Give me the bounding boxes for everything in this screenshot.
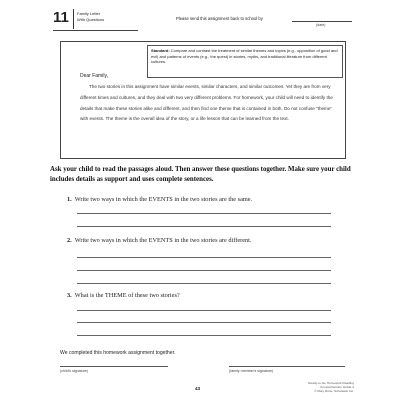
header-label-line2: With Questions	[77, 17, 105, 22]
answer-line[interactable]	[77, 335, 331, 336]
send-back-text: Please send this assignment back to school by	[176, 16, 263, 21]
standard-text: Compare and contrast the treatment of similar themes and topics (e.g., opposition of good and evil) and patterns of events (e.g., the quest) in stories, myths, and traditional literature from different cultures.	[151, 48, 338, 65]
answer-line[interactable]	[77, 226, 331, 227]
standard-box	[147, 45, 343, 78]
question-text: Write two ways in which the EVENTS in the two stories are different.	[74, 237, 252, 244]
page-number: 43	[195, 386, 201, 391]
question-1	[67, 196, 252, 203]
child-signature-line[interactable]	[60, 366, 168, 367]
question-text: Write two ways in which the EVENTS in the two stories are the same.	[74, 196, 253, 203]
header-divider	[73, 9, 74, 29]
standard-label: Standard:	[151, 48, 170, 53]
date-label: (date)	[316, 23, 326, 27]
question-2	[67, 237, 252, 244]
question-number: 3.	[67, 292, 72, 299]
question-3	[67, 292, 180, 299]
completed-text: We completed this homework assignment together.	[60, 350, 176, 356]
header-label-line1: Family Letter	[77, 11, 101, 16]
answer-line[interactable]	[77, 270, 331, 271]
publisher-line2: © Mary Rose, Scholastic Inc.	[314, 389, 354, 393]
publisher-credit	[294, 381, 354, 393]
page-number-badge: 11	[53, 9, 69, 26]
family-signature-line[interactable]	[229, 366, 345, 367]
child-signature-label: (child's signature)	[60, 369, 89, 373]
family-signature-label: (family member's signature)	[229, 369, 274, 373]
letter-greeting: Dear Family,	[80, 73, 108, 79]
answer-line[interactable]	[77, 213, 331, 214]
answer-line[interactable]	[77, 283, 331, 284]
publisher-line1: Ready-to-Go Homework Reading Comprehension Grade 4	[308, 381, 354, 389]
instructions: Ask your child to read the passages aloud. Then answer these questions together. Make sure your child includes details as support and uses complete sentences.	[50, 166, 351, 183]
question-number: 1.	[67, 196, 72, 203]
date-line[interactable]	[292, 21, 352, 22]
answer-line[interactable]	[77, 310, 331, 311]
answer-line[interactable]	[77, 322, 331, 323]
letter-body: The two stories in this assignment have similar events, similar characters, and similar outcomes. Yet they are from very different times and cultures, and they deal with two very different problems. For homework, your child will need to identify the details that make these stories alike and different, and then find one theme that is contained in both. Do not confuse “theme” with events. The theme is the overall idea of the story, or a life lesson that can be learned from the text.	[80, 84, 333, 122]
question-number: 2.	[67, 237, 72, 244]
answer-line[interactable]	[77, 257, 331, 258]
header-underline	[53, 30, 138, 31]
question-text: What is the THEME of these two stories?	[74, 292, 180, 299]
